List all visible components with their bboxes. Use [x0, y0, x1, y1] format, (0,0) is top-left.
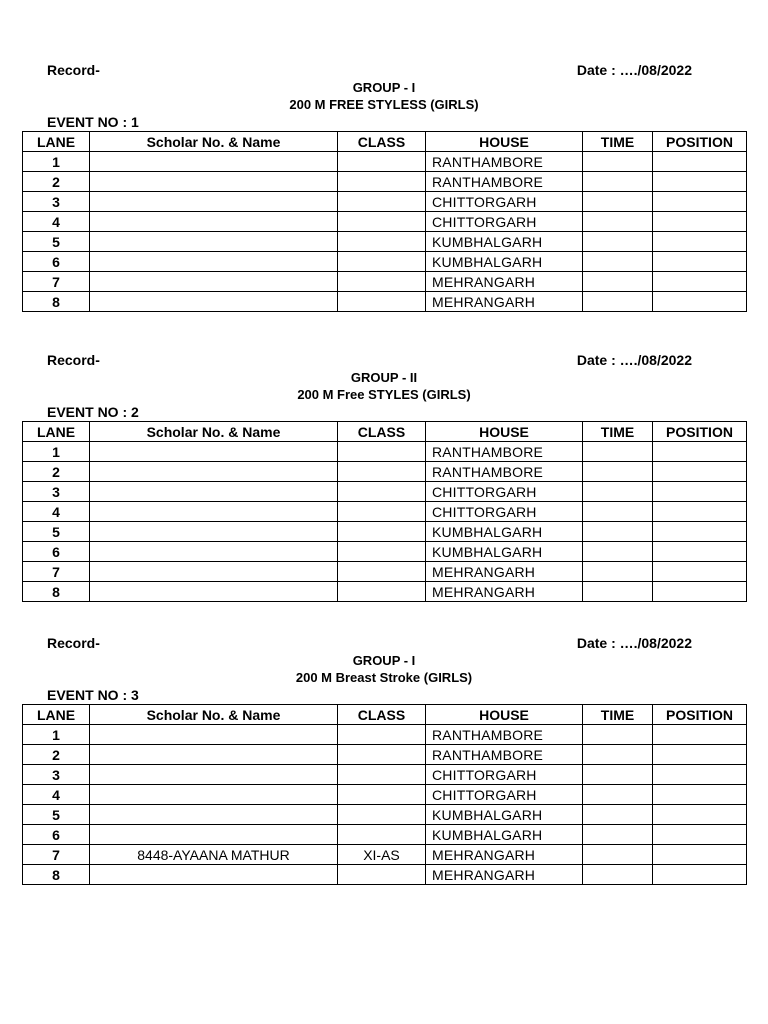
scholar-name-cell	[90, 542, 338, 562]
position-cell	[653, 745, 747, 765]
table-row	[23, 562, 747, 582]
header-row	[23, 422, 747, 442]
time-cell	[583, 745, 653, 765]
table-row	[23, 252, 747, 272]
event-number-line	[22, 113, 746, 131]
class-cell	[338, 442, 426, 462]
scholar-name-cell	[90, 865, 338, 885]
time-cell	[583, 825, 653, 845]
record-label: Record-	[47, 62, 100, 78]
table-row	[23, 482, 747, 502]
house-cell: KUMBHALGARH	[426, 542, 583, 562]
house-cell: MEHRANGARH	[426, 845, 583, 865]
scholar-name-cell	[90, 192, 338, 212]
table-row	[23, 232, 747, 252]
date-label: Date : …./08/2022	[576, 352, 692, 368]
class-cell	[338, 745, 426, 765]
time-cell	[583, 292, 653, 312]
class-cell: XI-AS	[338, 845, 426, 865]
table-row	[23, 442, 747, 462]
house-cell: RANTHAMBORE	[426, 152, 583, 172]
event-title: 200 M Breast Stroke (GIRLS)	[295, 670, 473, 685]
house-cell: RANTHAMBORE	[426, 462, 583, 482]
table-row	[23, 745, 747, 765]
position-cell	[653, 252, 747, 272]
lane-cell: 3	[23, 765, 90, 785]
class-cell	[338, 825, 426, 845]
table-row	[23, 785, 747, 805]
table-row	[23, 805, 747, 825]
scholar-name-cell	[90, 212, 338, 232]
class-cell	[338, 272, 426, 292]
table-row	[23, 865, 747, 885]
scholar-name-cell	[90, 805, 338, 825]
class-cell	[338, 292, 426, 312]
time-cell	[583, 252, 653, 272]
time-cell	[583, 272, 653, 292]
date-label: Date : …./08/2022	[576, 62, 692, 78]
table-row	[23, 725, 747, 745]
class-cell	[338, 582, 426, 602]
house-cell: MEHRANGARH	[426, 562, 583, 582]
scholar-name-cell	[90, 765, 338, 785]
scholar-header: Scholar No. & Name	[90, 705, 338, 725]
lane-table	[22, 421, 747, 602]
event-title: 200 M FREE STYLESS (GIRLS)	[289, 97, 479, 112]
class-header: CLASS	[338, 132, 426, 152]
house-cell: RANTHAMBORE	[426, 442, 583, 462]
time-header: TIME	[583, 705, 653, 725]
event-number: EVENT NO : 2	[47, 404, 139, 420]
table-row	[23, 272, 747, 292]
class-cell	[338, 725, 426, 745]
time-cell	[583, 442, 653, 462]
class-cell	[338, 462, 426, 482]
class-cell	[338, 805, 426, 825]
table-row	[23, 212, 747, 232]
time-cell	[583, 462, 653, 482]
house-cell: KUMBHALGARH	[426, 825, 583, 845]
time-cell	[583, 232, 653, 252]
time-cell	[583, 582, 653, 602]
house-cell: CHITTORGARH	[426, 192, 583, 212]
house-cell: CHITTORGARH	[426, 212, 583, 232]
table-row	[23, 172, 747, 192]
event-block	[22, 635, 746, 885]
house-cell: RANTHAMBORE	[426, 725, 583, 745]
position-cell	[653, 502, 747, 522]
table-row	[23, 825, 747, 845]
table-row	[23, 542, 747, 562]
class-header: CLASS	[338, 422, 426, 442]
header-row	[23, 132, 747, 152]
scholar-name-cell	[90, 725, 338, 745]
position-cell	[653, 232, 747, 252]
position-cell	[653, 292, 747, 312]
table-row	[23, 765, 747, 785]
record-label: Record-	[47, 352, 100, 368]
class-cell	[338, 865, 426, 885]
house-header: HOUSE	[426, 705, 583, 725]
lane-cell: 4	[23, 502, 90, 522]
group-heading: GROUP - I	[352, 653, 416, 668]
scholar-name-cell	[90, 562, 338, 582]
table-row	[23, 192, 747, 212]
time-cell	[583, 522, 653, 542]
table-row	[23, 582, 747, 602]
position-cell	[653, 172, 747, 192]
lane-cell: 1	[23, 152, 90, 172]
event-number: EVENT NO : 1	[47, 114, 139, 130]
scholar-name-cell	[90, 152, 338, 172]
group-heading: GROUP - I	[352, 80, 416, 95]
scholar-header: Scholar No. & Name	[90, 132, 338, 152]
time-cell	[583, 865, 653, 885]
house-cell: KUMBHALGARH	[426, 805, 583, 825]
house-cell: CHITTORGARH	[426, 785, 583, 805]
position-cell	[653, 805, 747, 825]
lane-cell: 2	[23, 462, 90, 482]
class-cell	[338, 212, 426, 232]
class-cell	[338, 152, 426, 172]
position-cell	[653, 582, 747, 602]
house-cell: KUMBHALGARH	[426, 252, 583, 272]
scholar-name-cell	[90, 292, 338, 312]
lane-cell: 6	[23, 252, 90, 272]
lane-header: LANE	[23, 132, 90, 152]
scholar-name-cell	[90, 272, 338, 292]
house-cell: KUMBHALGARH	[426, 522, 583, 542]
house-header: HOUSE	[426, 422, 583, 442]
scholar-name-cell	[90, 252, 338, 272]
scholar-name-cell	[90, 172, 338, 192]
time-cell	[583, 765, 653, 785]
lane-cell: 1	[23, 725, 90, 745]
group-heading: GROUP - II	[350, 370, 418, 385]
record-date-line	[22, 635, 746, 652]
scholar-header: Scholar No. & Name	[90, 422, 338, 442]
lane-cell: 3	[23, 482, 90, 502]
scholar-name-cell	[90, 232, 338, 252]
record-date-line	[22, 62, 746, 79]
scholar-name-cell	[90, 522, 338, 542]
position-cell	[653, 272, 747, 292]
position-cell	[653, 765, 747, 785]
time-header: TIME	[583, 422, 653, 442]
scholar-name-cell	[90, 442, 338, 462]
class-cell	[338, 232, 426, 252]
event-title: 200 M Free STYLES (GIRLS)	[297, 387, 471, 402]
house-cell: RANTHAMBORE	[426, 172, 583, 192]
time-cell	[583, 502, 653, 522]
event-number-line	[22, 403, 746, 421]
record-date-line	[22, 352, 746, 369]
lane-table	[22, 704, 747, 885]
time-cell	[583, 172, 653, 192]
record-label: Record-	[47, 635, 100, 651]
class-cell	[338, 765, 426, 785]
lane-cell: 4	[23, 212, 90, 232]
scholar-name-cell: 8448-AYAANA MATHUR	[90, 845, 338, 865]
lane-cell: 4	[23, 785, 90, 805]
time-cell	[583, 805, 653, 825]
position-cell	[653, 825, 747, 845]
scholar-name-cell	[90, 482, 338, 502]
event-block	[22, 62, 746, 312]
table-row	[23, 522, 747, 542]
position-cell	[653, 725, 747, 745]
table-row	[23, 845, 747, 865]
lane-cell: 8	[23, 582, 90, 602]
position-cell	[653, 845, 747, 865]
event-block	[22, 352, 746, 602]
lane-cell: 1	[23, 442, 90, 462]
time-cell	[583, 152, 653, 172]
scholar-name-cell	[90, 502, 338, 522]
date-label: Date : …./08/2022	[576, 635, 692, 651]
event-number-line	[22, 686, 746, 704]
house-cell: KUMBHALGARH	[426, 232, 583, 252]
position-header: POSITION	[653, 132, 747, 152]
scholar-name-cell	[90, 462, 338, 482]
lane-cell: 3	[23, 192, 90, 212]
lane-cell: 2	[23, 745, 90, 765]
time-cell	[583, 192, 653, 212]
lane-cell: 7	[23, 562, 90, 582]
house-cell: RANTHAMBORE	[426, 745, 583, 765]
lane-header: LANE	[23, 705, 90, 725]
lane-cell: 8	[23, 865, 90, 885]
house-cell: MEHRANGARH	[426, 865, 583, 885]
position-cell	[653, 785, 747, 805]
scholar-name-cell	[90, 825, 338, 845]
lane-cell: 8	[23, 292, 90, 312]
class-cell	[338, 562, 426, 582]
time-cell	[583, 785, 653, 805]
house-cell: CHITTORGARH	[426, 765, 583, 785]
position-cell	[653, 562, 747, 582]
time-cell	[583, 725, 653, 745]
time-cell	[583, 212, 653, 232]
position-cell	[653, 212, 747, 232]
scholar-name-cell	[90, 582, 338, 602]
table-row	[23, 502, 747, 522]
table-row	[23, 292, 747, 312]
position-header: POSITION	[653, 422, 747, 442]
position-cell	[653, 865, 747, 885]
class-cell	[338, 502, 426, 522]
class-cell	[338, 482, 426, 502]
position-cell	[653, 152, 747, 172]
class-cell	[338, 542, 426, 562]
lane-cell: 7	[23, 845, 90, 865]
position-header: POSITION	[653, 705, 747, 725]
house-cell: CHITTORGARH	[426, 482, 583, 502]
class-cell	[338, 192, 426, 212]
position-cell	[653, 482, 747, 502]
position-cell	[653, 542, 747, 562]
time-cell	[583, 482, 653, 502]
class-cell	[338, 172, 426, 192]
time-cell	[583, 845, 653, 865]
position-cell	[653, 462, 747, 482]
table-row	[23, 462, 747, 482]
lane-cell: 7	[23, 272, 90, 292]
class-header: CLASS	[338, 705, 426, 725]
lane-cell: 2	[23, 172, 90, 192]
house-header: HOUSE	[426, 132, 583, 152]
table-row	[23, 152, 747, 172]
time-header: TIME	[583, 132, 653, 152]
lane-header: LANE	[23, 422, 90, 442]
class-cell	[338, 522, 426, 542]
lane-cell: 5	[23, 232, 90, 252]
event-number: EVENT NO : 3	[47, 687, 139, 703]
header-row	[23, 705, 747, 725]
position-cell	[653, 192, 747, 212]
house-cell: MEHRANGARH	[426, 582, 583, 602]
time-cell	[583, 562, 653, 582]
class-cell	[338, 785, 426, 805]
lane-table	[22, 131, 747, 312]
time-cell	[583, 542, 653, 562]
lane-cell: 5	[23, 522, 90, 542]
scholar-name-cell	[90, 785, 338, 805]
house-cell: CHITTORGARH	[426, 502, 583, 522]
scholar-name-cell	[90, 745, 338, 765]
lane-cell: 6	[23, 825, 90, 845]
lane-cell: 5	[23, 805, 90, 825]
position-cell	[653, 522, 747, 542]
class-cell	[338, 252, 426, 272]
position-cell	[653, 442, 747, 462]
house-cell: MEHRANGARH	[426, 272, 583, 292]
lane-cell: 6	[23, 542, 90, 562]
house-cell: MEHRANGARH	[426, 292, 583, 312]
